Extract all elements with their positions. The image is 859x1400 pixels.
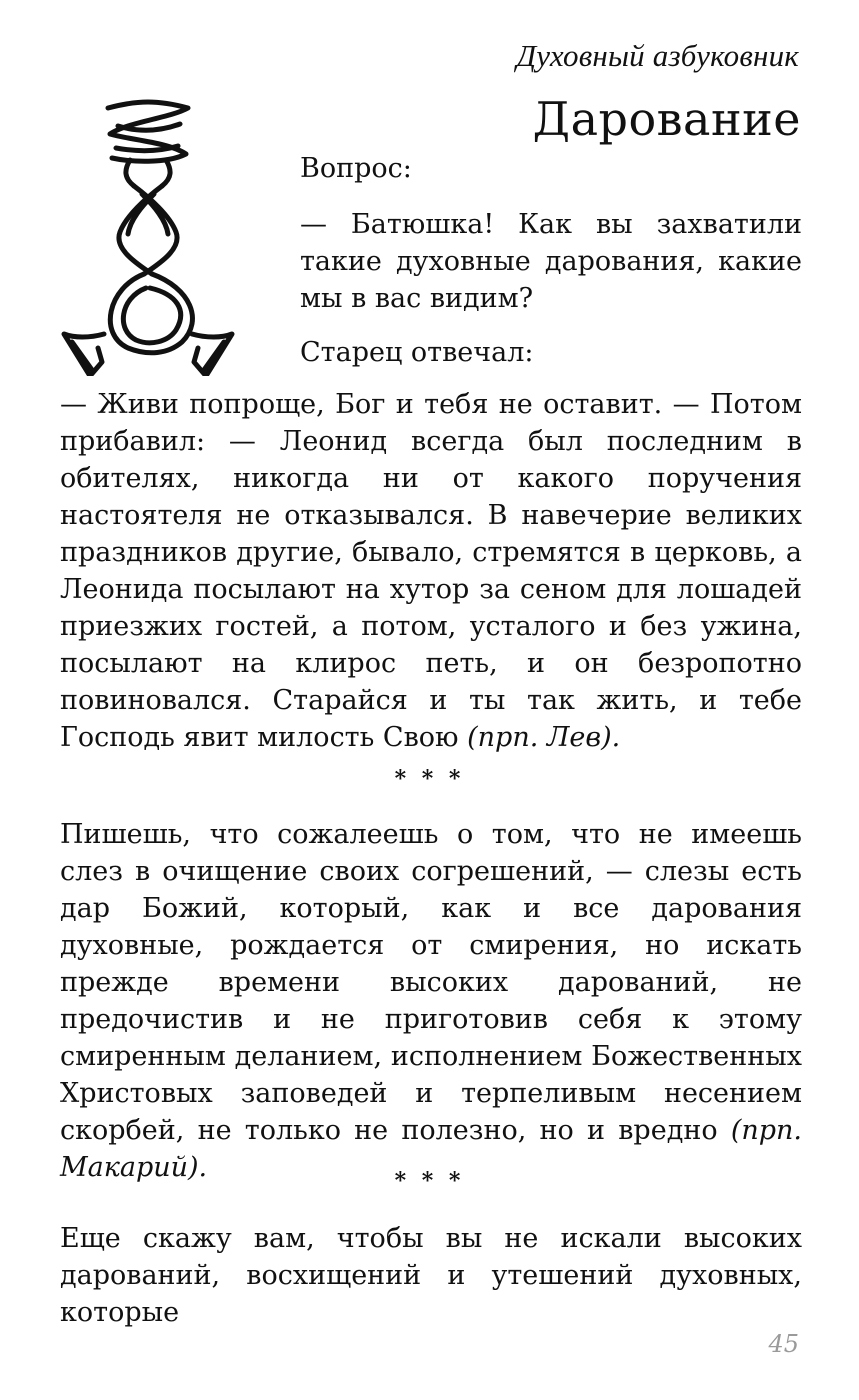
paragraph-2-text: Пишешь, что сожалеешь о том, что не имеешь слез в очищение своих согрешений, — слезы есть дар Божий, который, как и все дарования духовные, рождается от смирения, но искать прежде времени высоких дарований, не предочистив и не приготовив себя к этому смиренным деланием, исполнением Божественных Христовых заповедей и терпеливым несением скорбей, не только не полезно, но и вредно — [60, 819, 802, 1146]
question-text: — Батюшка! Как вы захватили такие духовные дарования, какие мы в вас видим? — [300, 209, 802, 314]
paragraph-3-text: Еще скажу вам, чтобы вы не искали высоких дарований, восхищений и утешений духовных, которые — [60, 1223, 802, 1328]
ornate-initial-letter-icon — [58, 98, 238, 376]
paragraph-1-ref: (прп. Лев). — [467, 722, 621, 753]
page-number: 45 — [768, 1330, 799, 1358]
paragraph-2-ref: (прп. Макарий). — [60, 1115, 802, 1183]
section-title: Дарование — [532, 92, 801, 146]
separator-stars-1: * * * — [394, 766, 465, 792]
paragraph-2 — [60, 816, 802, 1186]
paragraph-1 — [60, 386, 802, 756]
running-head: Духовный азбуковник — [516, 38, 799, 73]
question-label: Вопрос: — [300, 153, 412, 184]
paragraph-1-text: — Живи попроще, Бог и тебя не оставит. — Потом прибавил: — Леонид всегда был последним в обителях, никогда ни от какого поручения настоятеля не отказывался. В навечерие великих праздников другие, бывало, стремятся в церковь, а Леонида посылают на хутор за сеном для лошадей приезжих гостей, а потом, усталого и без ужина, посылают на клирос петь, и он безропотно повиновался. Старайся и ты так жить, и тебе Господь явит милость Свою — [60, 389, 802, 753]
separator-stars-2: * * * — [394, 1168, 465, 1194]
answer-label: Старец отвечал: — [300, 337, 534, 368]
paragraph-3 — [60, 1220, 802, 1331]
